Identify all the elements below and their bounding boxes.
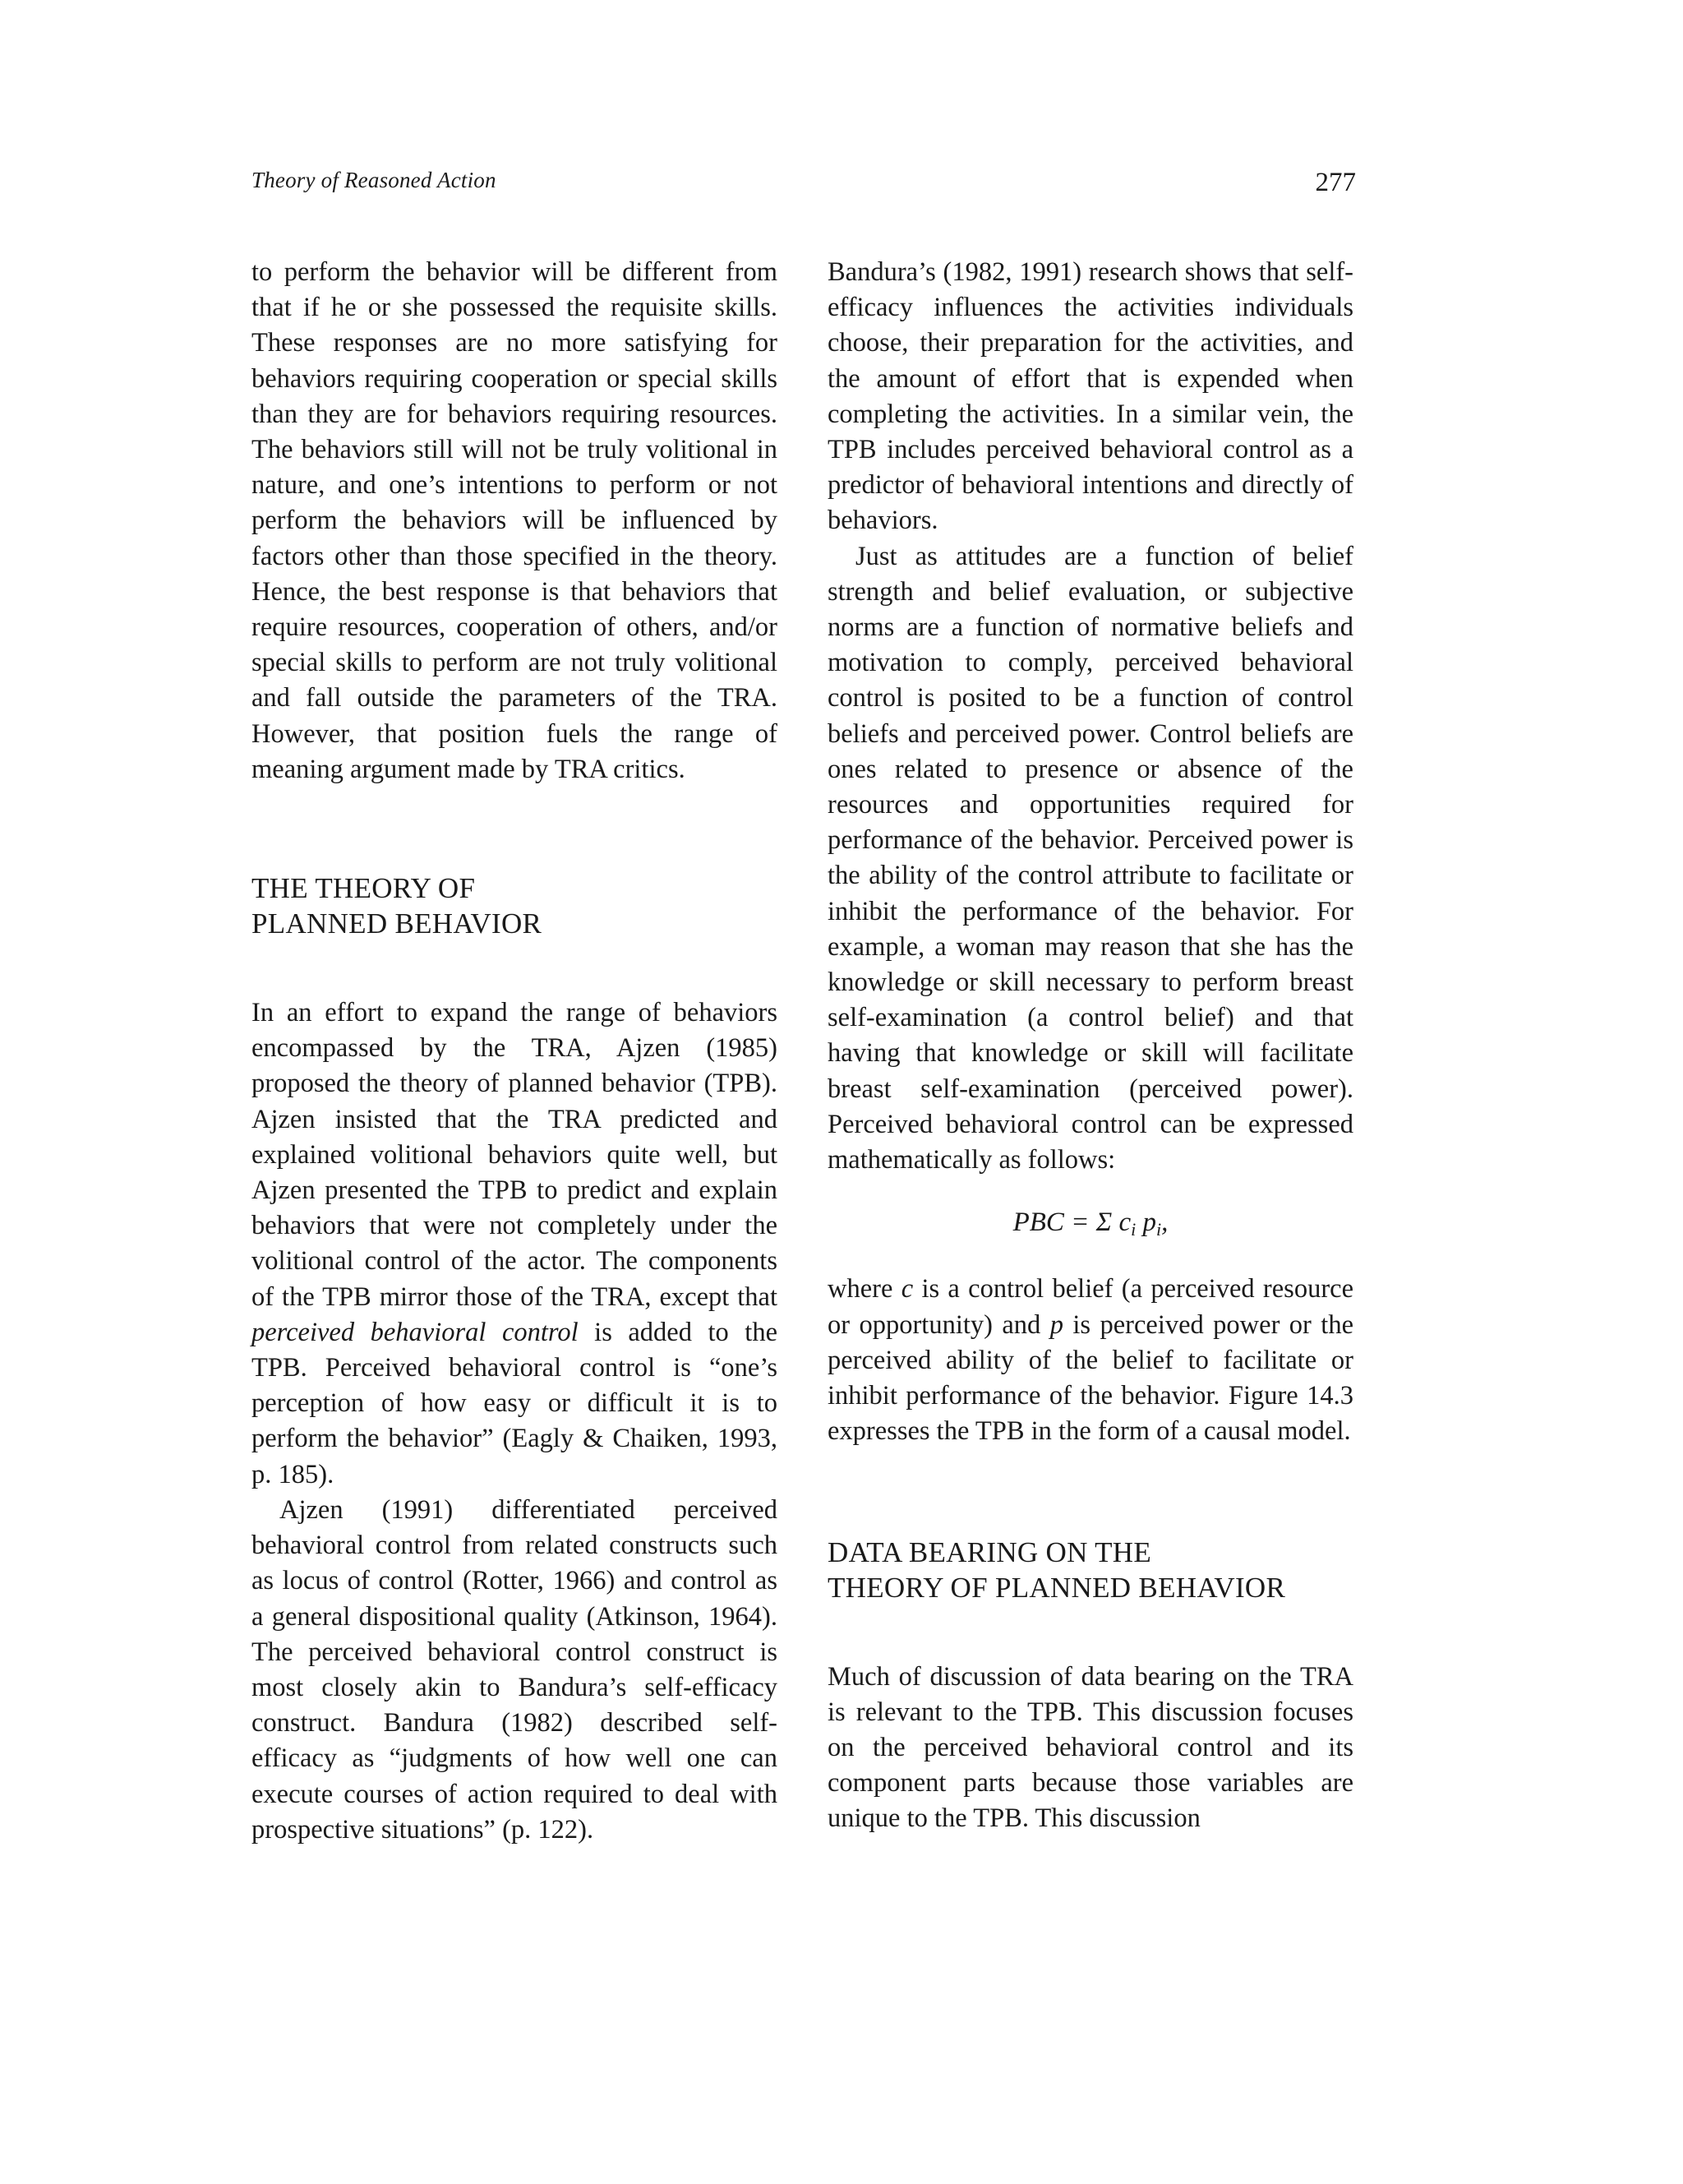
right-paragraph-4: Much of discussion of data bearing on the TRA is relevant to the TPB. This discussion focuses on the perceived behavioral control and its component parts because those variables are unique to the TPB. This discussion [828, 1661, 1353, 1834]
left-column [251, 255, 777, 1848]
equation-end: , [1161, 1207, 1169, 1238]
left-paragraph-3: Ajzen (1991) differentiated perceived behavioral control from related constructs such as locus of control (Rotter, 1966) and control as a general dispositional quality (Atkinson, 1964). The perceived behavioral control construct is most closely akin to Bandura’s self-efficacy construct. Bandura (1982) described self-efficacy as “judgments of how well one can execute courses of action required to deal with prospective situations” (p. 122). [251, 1494, 777, 1845]
left-paragraph-2-end: is added to the TPB. Perceived behavioral control is “one’s perception of how easy or difficult it is to perform the behavior” (Eagly & Chaiken, 1993, p. 185). [251, 1317, 777, 1489]
right-paragraph-3-b: is a control belief (a perceived resource or opportunity) and [828, 1274, 1353, 1340]
right-paragraph-1: Bandura’s (1982, 1991) research shows that self-efficacy influences the activities individuals choose, their preparation for the activities, and the amount of effort that is expended when completing the activities. In a similar vein, the TPB includes perceived behavioral control as a predictor of behavioral intentions and directly of behaviors. [828, 257, 1353, 536]
var-c: c [901, 1274, 914, 1304]
right-paragraph-2: Just as attitudes are a function of belief strength and belief evaluation, or subjective norms are a function of normative beliefs and motivation to comply, perceived behavioral control is posited to be a function of control beliefs and perceived power. Control beliefs are ones related to presence or absence of the resources and opportunities required for performance of the behavior. Perceived power is the ability of the control attribute to facilitate or inhibit the performance of the behavior. For example, a woman may reason that she has the knowledge or skill necessary to perform breast self-examination (a control belief) and that having that knowledge or skill will facilitate breast self-examination (perceived power). Perceived behavioral control can be expressed mathematically as follows: [828, 541, 1353, 1175]
right-paragraph-3-a: where [828, 1274, 901, 1304]
right-paragraph-3 [828, 1272, 1353, 1449]
equation-lhs: PBC = Σ c [1012, 1207, 1132, 1238]
section-heading-data-line2: THEORY OF PLANNED BEHAVIOR [828, 1571, 1286, 1604]
right-paragraph-3-d: is perceived power or the perceived ability of the belief to facilitate or inhibit performance of the behavior. Figure 14.3 expresses the TPB in the form of a causal model. [828, 1309, 1353, 1447]
section-heading-tpb-line1: THE THEORY OF [251, 872, 476, 905]
right-column [828, 255, 1353, 1837]
left-paragraph-2-start: In an effort to expand the range of behaviors encompassed by the TRA, Ajzen (1985) proposed the theory of planned behavior (TPB). Ajzen insisted that the TRA predicted and explained volitional behaviors quite well, but Ajzen presented the TPB to predict and explain behaviors that were not completely under the volitional control of the actor. The components of the TPB mirror those of the TRA, except that [251, 998, 777, 1312]
section-heading-data-line1: DATA BEARING ON THE [828, 1535, 1152, 1568]
left-paragraph-2-italic-term: perceived behavioral control [251, 1317, 579, 1347]
pbc-equation [828, 1205, 1353, 1247]
running-head: Theory of Reasoned Action [251, 168, 496, 192]
left-paragraph-2 [251, 995, 777, 1493]
var-p: p [1049, 1309, 1063, 1340]
left-paragraph-1: to perform the behavior will be different from that if he or she possessed the requisite skills. These responses are no more satisfying for behaviors requiring cooperation or special skills than they are for behaviors requiring resources. The behaviors still will not be truly volitional in nature, and one’s intentions to perform or not perform the behaviors will be influenced by factors other than those specified in the theory. Hence, the best response is that behaviors that require resources, cooperation of others, and/or special skills to perform are not truly volitional and fall outside the parameters of the TRA. However, that position fuels the range of meaning argument made by TRA critics. [251, 257, 777, 784]
equation-mid: p [1136, 1207, 1157, 1238]
section-heading-tpb [251, 870, 777, 941]
page-number: 277 [1315, 168, 1356, 197]
equation-subscript-1: i [1131, 1219, 1137, 1240]
section-heading-data [828, 1535, 1353, 1605]
section-heading-tpb-line2: PLANNED BEHAVIOR [251, 907, 542, 940]
equation-subscript-2: i [1156, 1219, 1162, 1240]
